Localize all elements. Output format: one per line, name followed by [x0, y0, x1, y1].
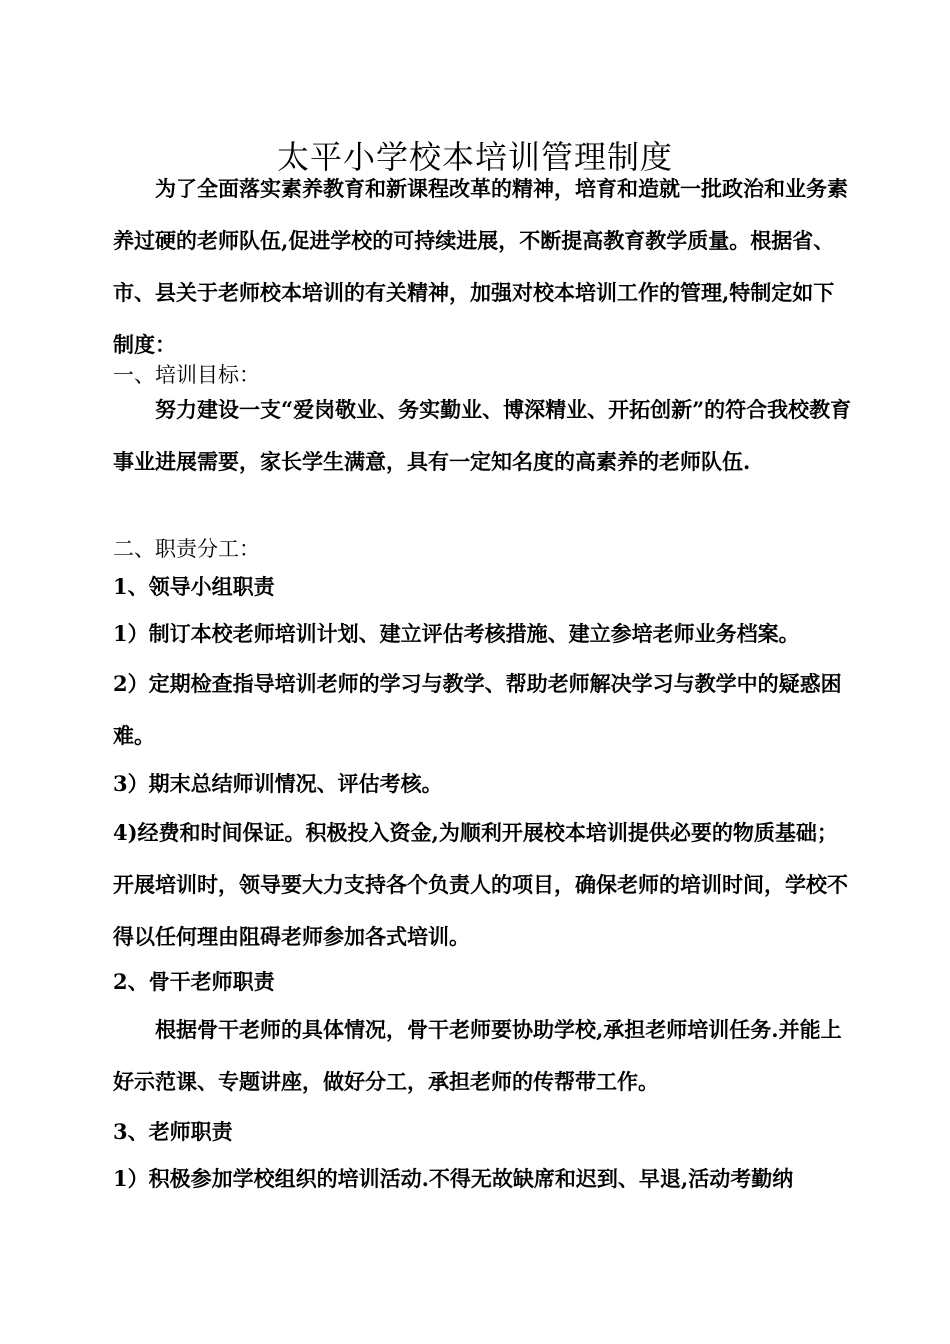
sub1-item-1: 1）制订本校老师培训计划、建立评估考核措施、建立参培老师业务档案。: [113, 621, 800, 646]
sub1-item-3: 3）期末总结师训情况、评估考核。: [113, 771, 443, 796]
sub3-heading: 3、老师职责: [113, 1119, 233, 1144]
sub1-heading: 1、领导小组职责: [113, 574, 275, 599]
sub1-item-4: 4)经费和时间保证。积极投入资金,为顺利开展校本培训提供必要的物质基础；开展培训时，领导要大力支持各个负责人的项目，确保老师的培训时间，学校不得以任何理由阻碍老师参加各式培训。: [113, 820, 848, 949]
section1-paragraph: 努力建设一支“爱岗敬业、务实勤业、博深精业、开拓创新”的符合我校教育事业进展需要，家长学生满意，具有一定知名度的高素养的老师队伍.: [113, 397, 852, 474]
sub1-item-2: 2）定期检查指导培训老师的学习与教学、帮助老师解决学习与教学中的疑惑困难。: [113, 671, 842, 748]
document-title: 太平小学校本培训管理制度: [276, 138, 673, 177]
sub3-item-1: 1）积极参加学校组织的培训活动.不得无故缺席和迟到、早退,活动考勤纳: [113, 1166, 794, 1191]
section2-heading: 二、职责分工：: [113, 537, 260, 561]
sub2-paragraph: 根据骨干老师的具体情况，骨干老师要协助学校,承担老师培训任务.并能上好示范课、专题讲座，做好分工，承担老师的传帮带工作。: [113, 1017, 842, 1094]
section1-heading: 一、培训目标：: [113, 363, 260, 387]
intro-paragraph: 为了全面落实素养教育和新课程改革的精神，培育和造就一批政治和业务素养过硬的老师队伍,促进学校的可持续进展，不断提高教育教学质量。根据省、市、县关于老师校本培训的有关精神，加强对校本培训工作的管理,特制定如下制度：: [113, 176, 848, 357]
sub2-heading: 2、骨干老师职责: [113, 969, 275, 994]
